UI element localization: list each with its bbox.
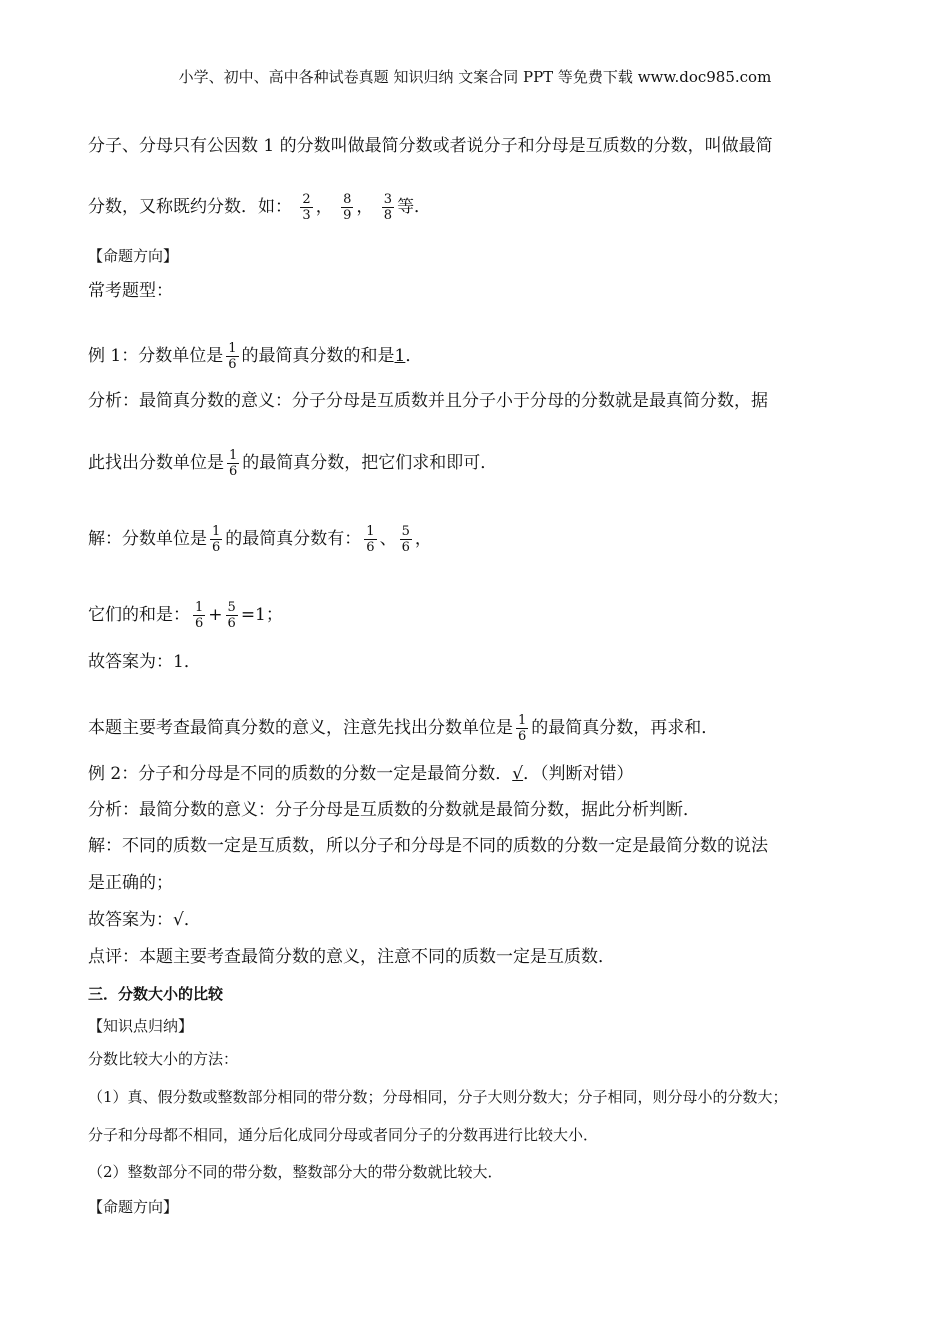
paragraph-examples: 分数，又称既约分数．如： $\frac{2}{3}$ ， $\frac{8}{9}$ ， $\frac{3}{8}$ 等． [88, 192, 432, 223]
fraction: $\frac{1}{6}$ [229, 448, 238, 479]
example-1: 例 1：分数单位是 $\frac{1}{6}$ 的最简真分数的和是1． [88, 341, 423, 372]
analysis-2: 分析：最简分数的意义：分子分母是互质数的分数就是最简分数，据此分析判断． [88, 800, 700, 820]
method-1-cont: 分子和分母都不相同，通分后化成同分母或者同分子的分数再进行比较大小． [88, 1126, 599, 1144]
paragraph-definition: 分子、分母只有公因数 1 的分数叫做最简分数或者说分子和分母是互质数的分数，叫做最简 [88, 136, 773, 156]
page-header: 小学、初中、高中各种试卷真题 知识归纳 文案合同 PPT 等免费下载 www.doc985.com [178, 68, 772, 86]
answer-blank: √ [512, 764, 524, 784]
fraction: $\frac{5}{6}$ [401, 524, 410, 555]
label-common-types: 常考题型： [88, 281, 173, 301]
method-2: （2）整数部分不同的带分数，整数部分大的带分数就比较大． [88, 1163, 503, 1181]
section-label: 【知识点归纳】 [88, 1017, 194, 1035]
answer-line-1: 故答案为：1． [88, 652, 201, 672]
fraction: $\frac{2}{3}$ [302, 192, 311, 223]
answer-line-2: 故答案为：√． [88, 910, 201, 930]
sum-line: 它们的和是： $\frac{1}{6}$ + $\frac{5}{6}$ =1； [88, 600, 283, 631]
solution-2-cont: 是正确的； [88, 873, 173, 893]
fraction: $\frac{5}{6}$ [227, 600, 236, 631]
fraction: $\frac{1}{6}$ [228, 341, 237, 372]
section-label: 【命题方向】 [88, 1198, 179, 1216]
method-intro: 分数比较大小的方法： [88, 1050, 239, 1068]
example-2: 例 2：分子和分母是不同的质数的分数一定是最简分数．√．（判断对错） [88, 764, 634, 784]
method-1: （1）真、假分数或整数部分相同的带分数；分母相同，分子大则分数大；分子相同，则分母小的分数大； [88, 1088, 788, 1106]
fraction: $\frac{1}{6}$ [195, 600, 204, 631]
fraction: $\frac{8}{9}$ [343, 192, 352, 223]
fraction: $\frac{1}{6}$ [366, 524, 375, 555]
comment-1: 本题主要考查最简真分数的意义，注意先找出分数单位是 $\frac{1}{6}$ 的最简真分数，再求和． [88, 713, 719, 744]
fraction: $\frac{1}{6}$ [518, 713, 527, 744]
section-label: 【命题方向】 [88, 247, 179, 265]
solution-2: 解：不同的质数一定是互质数，所以分子和分母是不同的质数的分数一定是最简分数的说法 [88, 836, 768, 856]
fraction: $\frac{1}{6}$ [212, 524, 221, 555]
solution-1: 解：分数单位是 $\frac{1}{6}$ 的最简真分数有： $\frac{1}{6}$ 、 $\frac{5}{6}$ ， [88, 524, 432, 555]
analysis-1: 分析：最简真分数的意义：分子分母是互质数并且分子小于分母的分数就是最真简分数，据 [88, 391, 768, 411]
answer-blank: 1 [394, 346, 406, 366]
section-heading: 三．分数大小的比较 [88, 985, 224, 1003]
comment-2: 点评：本题主要考查最简分数的意义，注意不同的质数一定是互质数． [88, 947, 615, 967]
fraction: $\frac{3}{8}$ [383, 192, 393, 223]
analysis-1-cont: 此找出分数单位是 $\frac{1}{6}$ 的最简真分数，把它们求和即可． [88, 448, 498, 479]
